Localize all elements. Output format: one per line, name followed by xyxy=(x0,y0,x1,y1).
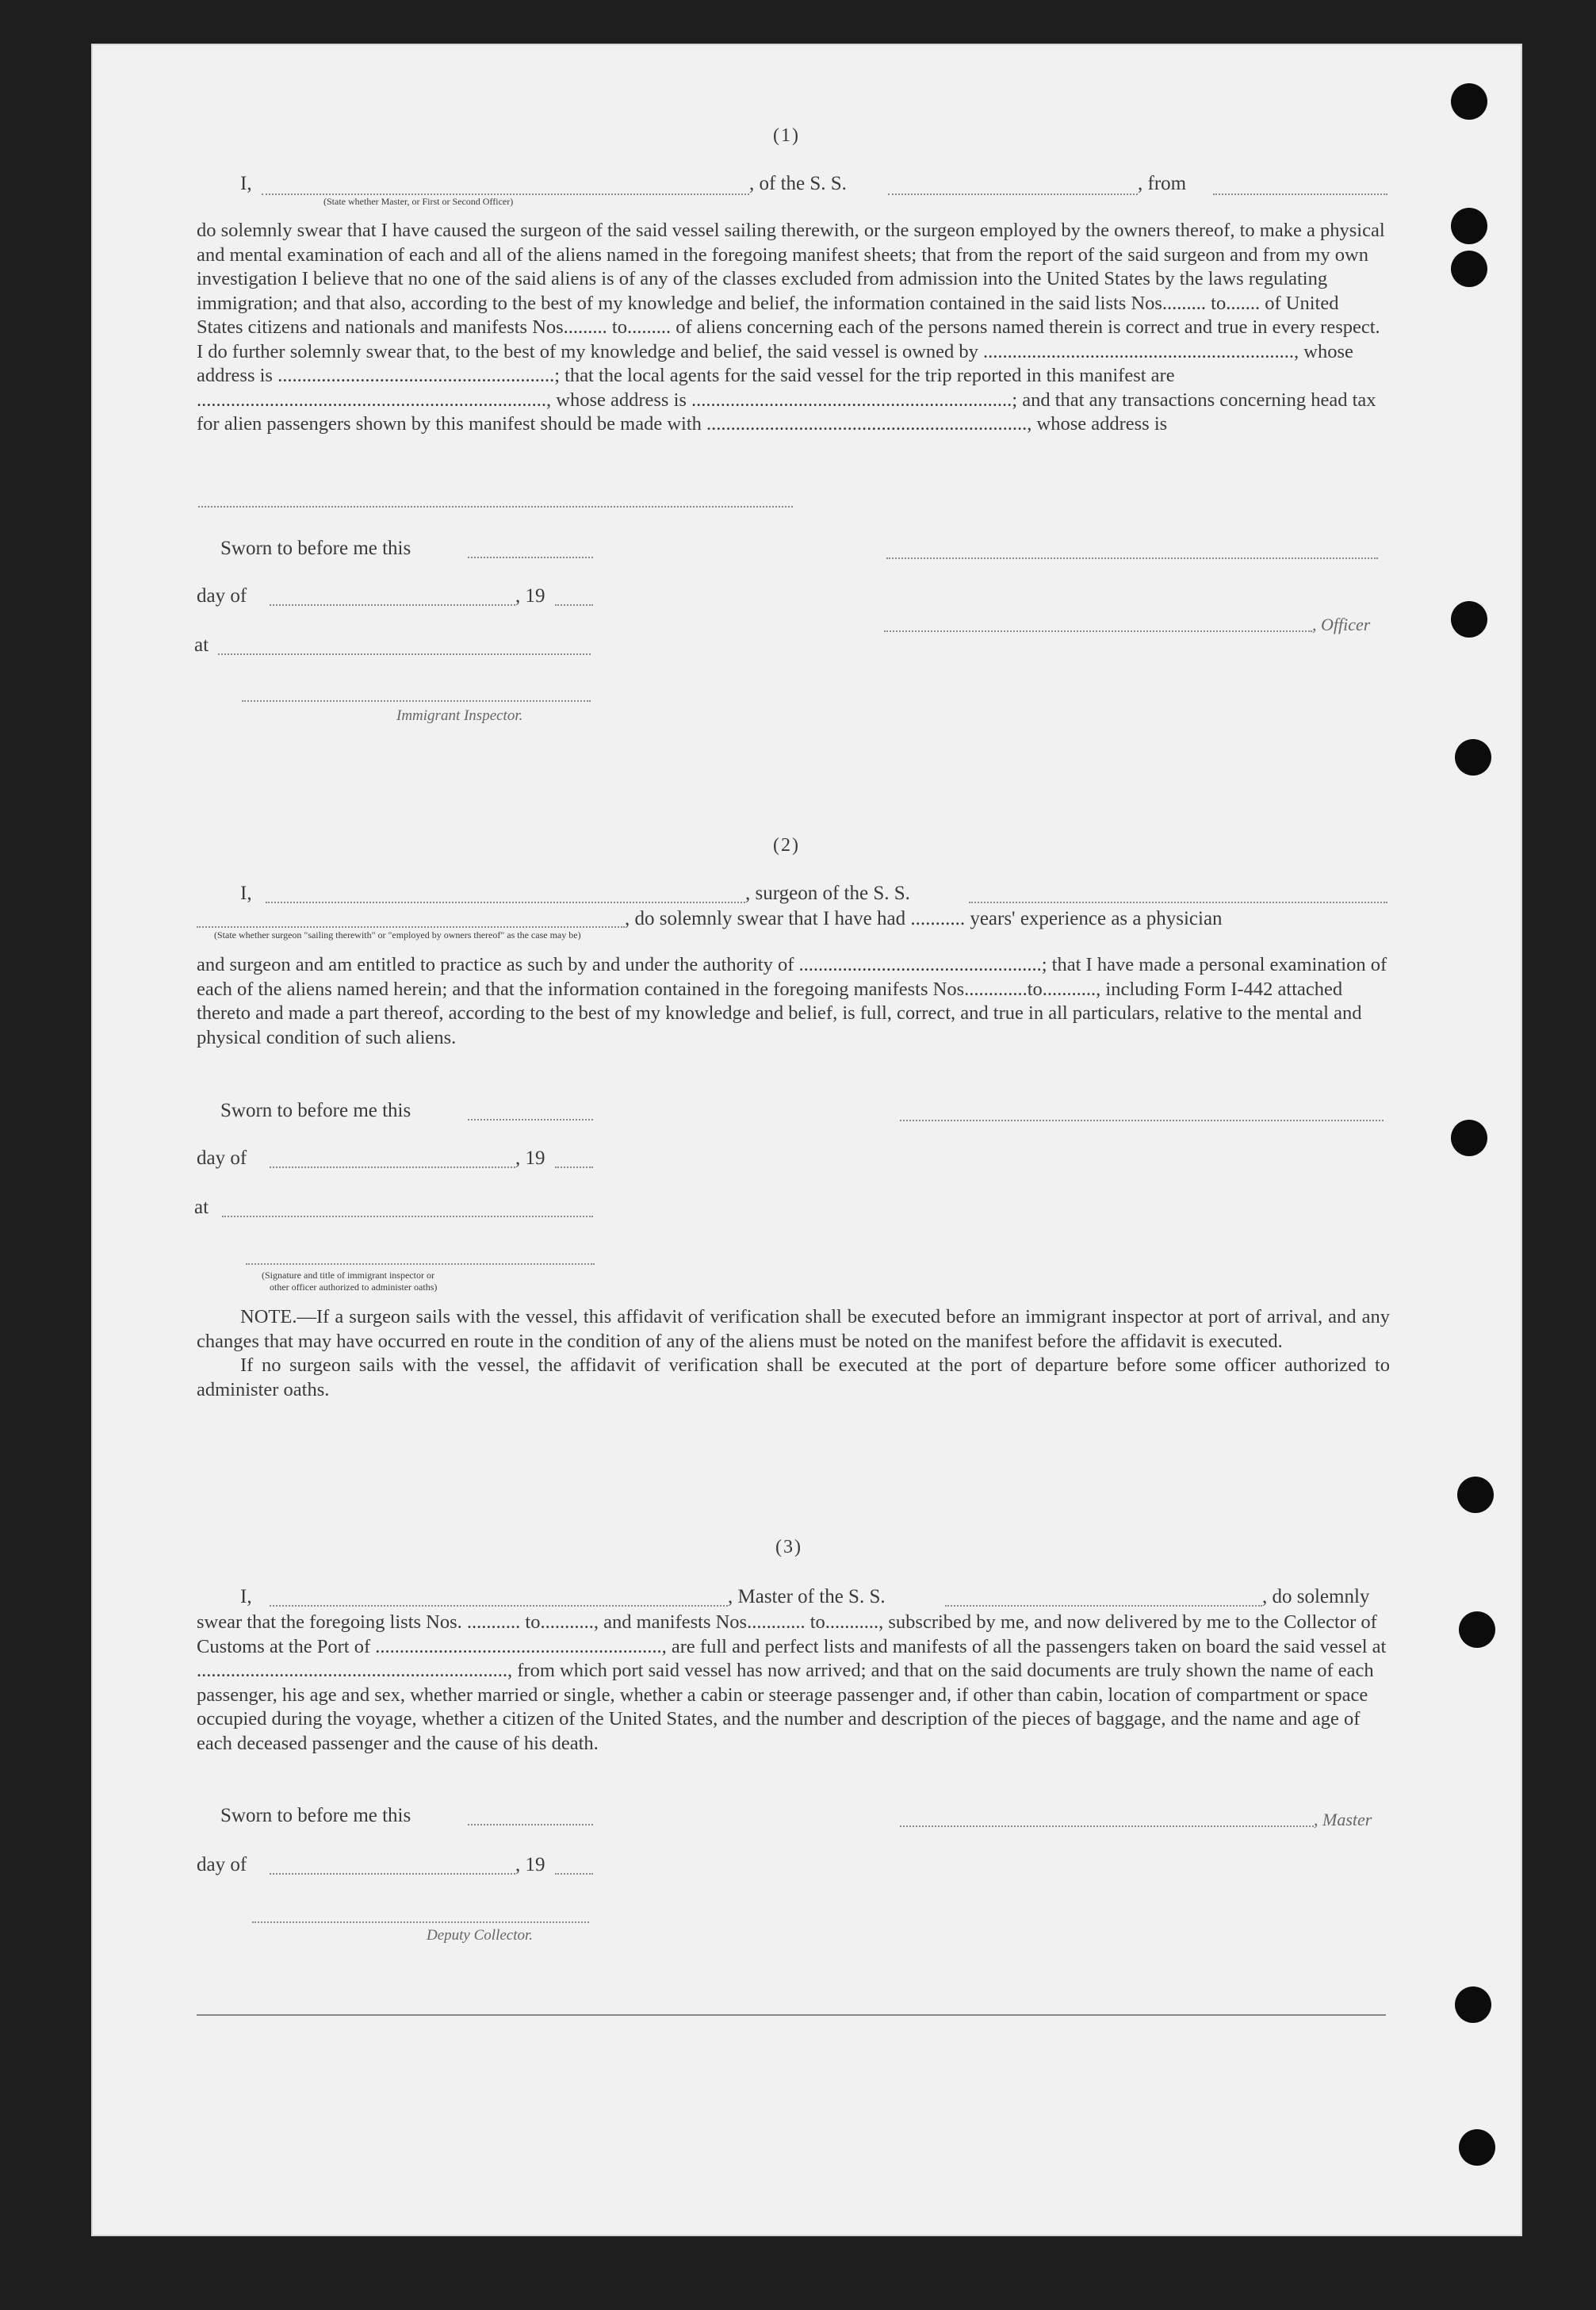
signature-line xyxy=(246,1263,595,1265)
blank-line xyxy=(555,1873,593,1875)
s1-from: , from xyxy=(1138,173,1187,194)
bottom-rule xyxy=(197,2014,1386,2016)
blank-line xyxy=(270,1605,728,1607)
s1-inspector: Immigrant Inspector. xyxy=(396,707,523,724)
punch-hole xyxy=(1457,1477,1494,1513)
surgeon-sign-line xyxy=(900,1120,1384,1121)
blank-line xyxy=(222,1216,593,1217)
s2-small-note: (State whether surgeon "sailing therewith" or "employed by owners thereof" as the case may be) xyxy=(214,929,581,940)
section-2-number: (2) xyxy=(773,835,800,856)
section-3-number: (3) xyxy=(775,1537,802,1557)
s3-master-label: , Master xyxy=(1314,1810,1372,1829)
officer-sign-line xyxy=(886,557,1378,559)
officer-sign-line xyxy=(884,630,1312,632)
blank-line xyxy=(266,902,745,903)
s2-sworn: Sworn to before me this xyxy=(220,1100,411,1121)
punch-hole xyxy=(1451,1120,1487,1156)
s1-year: , 19 xyxy=(515,585,545,607)
punch-hole xyxy=(1459,2129,1495,2166)
blank-line xyxy=(468,1119,593,1121)
s2-surgeon: , surgeon of the S. S. xyxy=(745,883,910,904)
s2-swear: , do solemnly swear that I have had ........... years' experience as a physician xyxy=(625,908,1223,929)
punch-hole xyxy=(1455,739,1491,776)
s1-day-of: day of xyxy=(197,585,247,607)
s1-at: at xyxy=(194,634,209,656)
section-2-body: and surgeon and am entitled to practice as such by and under the authority of ..................................................; that I have made a personal examination of each of the aliens named herein; and that the information contained in the foregoing manifests Nos.............to..........., including Form I-442 attached thereto and made a part thereof, according to the best of my knowledge and belief, is full, correct, and true in all particulars, relative to the mental and physical condition of such aliens. xyxy=(197,954,1387,1048)
s3-deputy: Deputy Collector. xyxy=(427,1927,534,1944)
s1-of-ss: , of the S. S. xyxy=(749,173,847,194)
blank-line xyxy=(270,1873,515,1875)
blank-line xyxy=(270,1166,515,1168)
blank-line xyxy=(468,1824,593,1825)
section-1-body: do solemnly swear that I have caused the surgeon of the said vessel sailing therewith, or the surgeon employed by the owners thereof, to make a physical and mental examination of each and all of the aliens named in the foregoing manifest sheets; that from the report of the said surgeon and from my own investigation I believe that no one of the said aliens is of any of the classes excluded from admission into the United States by the laws regulating immigration; and that also, according to the best of my knowledge and belief, the information contained in the said lists Nos......... to....... of United States citizens and nationals and manifests Nos......... to......... of aliens concerning each of the persons named therein is correct and true in every respect. I do further solemnly swear that, to the best of my knowledge and belief, the said vessel is owned by ................................................................, whose address is .........................................................; that the local agents for the said vessel for the trip reported in this manifest are ........................................................................, whose address is ..................................................................; and that any transactions concerning head tax for alien passengers shown by this manifest should be made with .................................................................., whose address is xyxy=(197,220,1385,435)
blank-line xyxy=(197,926,625,928)
punch-hole xyxy=(1451,208,1487,244)
section-3-body: swear that the foregoing lists Nos. ........... to..........., and manifests Nos............ to..........., subscribed by me, and now delivered by me to the Collector of Customs at the Port of ..........................................................., are full and perfect lists and manifests of all the passengers taken on board the said vessel at ................................................................, from which port said vessel has now arrived; and that on the said documents are truly shown the name of each passenger, his age and sex, whether married or single, whether a cabin or steerage passenger and, if other than cabin, location of compartment or space occupied during the voyage, whether a citizen of the United States, and the number and description of the pieces of baggage, and the name and age of each deceased passenger and the cause of his death. xyxy=(197,1611,1387,1754)
section-1-number: (1) xyxy=(773,125,800,146)
blank-line xyxy=(1213,193,1387,195)
blank-line xyxy=(969,902,1387,903)
inspector-sign-line xyxy=(242,700,591,702)
s3-day-of: day of xyxy=(197,1854,247,1875)
s3-i: I, xyxy=(240,1586,252,1607)
blank-line xyxy=(270,604,515,606)
master-sign-line xyxy=(900,1825,1314,1827)
s3-sworn: Sworn to before me this xyxy=(220,1805,411,1826)
punch-hole xyxy=(1455,1986,1491,2023)
s1-intro-i: I, xyxy=(240,173,252,194)
section-2-note: NOTE.—If a surgeon sails with the vessel, this affidavit of verification shall be executed before an immigrant inspector at port of arrival, and any changes that may have occurred en route in the condition of any of the aliens must be noted on the manifest before the affidavit is executed. If no surgeon sails with the vessel, the affidavit of verification shall be executed at the port of departure before some officer authorized to administer oaths. xyxy=(197,1306,1390,1400)
punch-hole xyxy=(1451,83,1487,120)
punch-hole xyxy=(1451,251,1487,287)
s2-at: at xyxy=(194,1197,209,1218)
s2-i: I, xyxy=(240,883,252,904)
s1-officer: , Officer xyxy=(1312,615,1371,634)
blank-line xyxy=(888,193,1138,195)
s1-sworn: Sworn to before me this xyxy=(220,538,411,559)
s3-solemnly: , do solemnly xyxy=(1262,1586,1370,1607)
punch-hole xyxy=(1459,1611,1495,1648)
s2-year: , 19 xyxy=(515,1147,545,1169)
blank-line xyxy=(555,1166,593,1168)
blank-line xyxy=(218,653,591,655)
blank-line xyxy=(262,193,749,195)
s2-day-of: day of xyxy=(197,1147,247,1169)
s1-small-note: (State whether Master, or First or Second Officer) xyxy=(323,196,514,207)
s3-master: , Master of the S. S. xyxy=(728,1586,886,1607)
punch-hole xyxy=(1451,601,1487,638)
s3-year: , 19 xyxy=(515,1854,545,1875)
collector-sign-line xyxy=(252,1921,589,1923)
blank-line xyxy=(198,506,793,508)
blank-line xyxy=(555,604,593,606)
blank-line xyxy=(468,557,593,558)
s2-sig-note-2: other officer authorized to administer oaths) xyxy=(270,1281,438,1293)
s2-sig-note-1: (Signature and title of immigrant inspector or xyxy=(262,1270,434,1281)
blank-line xyxy=(945,1605,1262,1607)
